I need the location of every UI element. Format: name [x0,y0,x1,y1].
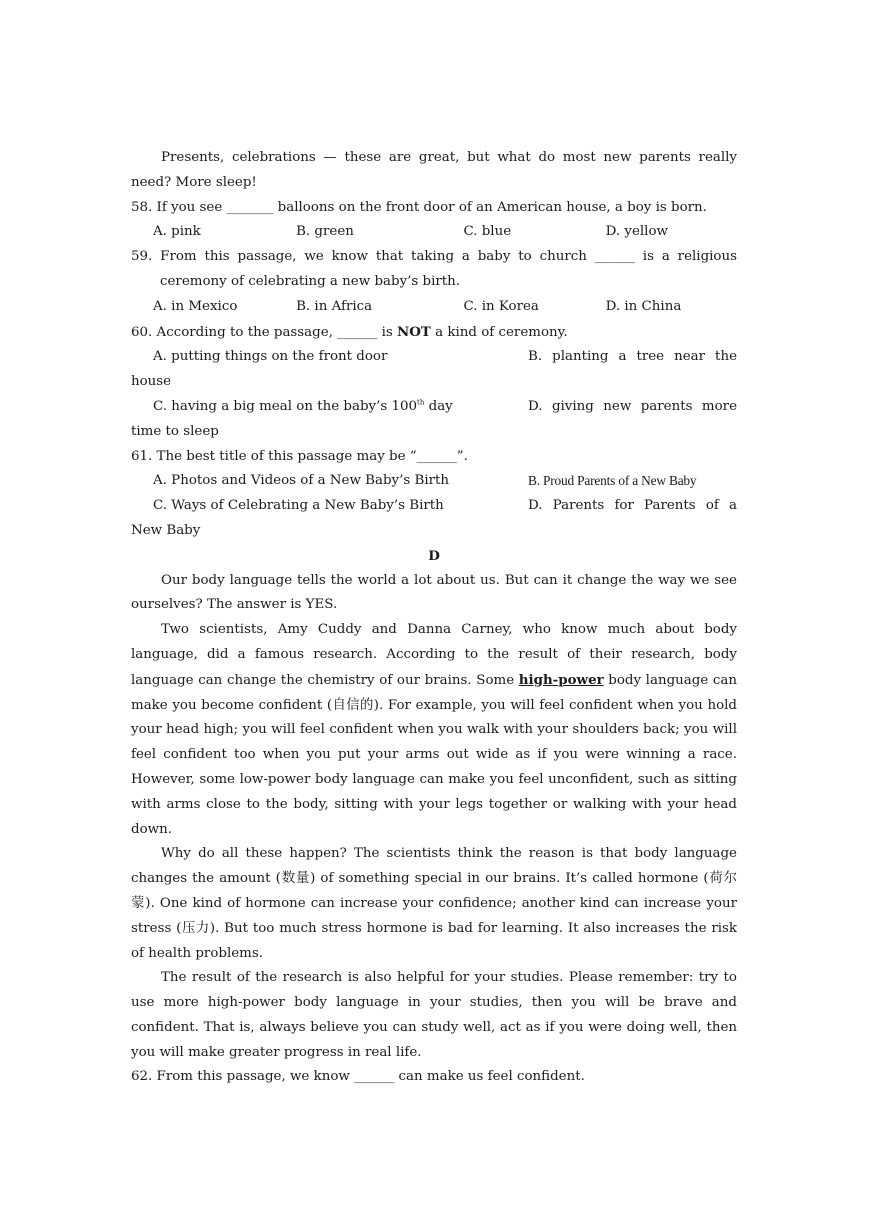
section-d-paragraph-2-pre: Two scientists, Amy Cuddy and Danna Carney, who know much about body language, did a famous research. According to the result of their research, body language can change the chemistry of our brains. Some [131,622,737,688]
question-60-option-b-line1: B. planting a tree near the [528,349,737,365]
section-d-paragraph-2 [131,618,737,842]
question-59-option-d: D. in China [605,298,682,314]
question-60-stem-emphasis: NOT [397,323,431,340]
question-59-stem-line2: ceremony of celebrating a new baby’s birth. [160,273,461,289]
question-60-option-c-post: day [424,398,453,414]
question-60-option-c-pre: C. having a big meal on the baby’s 100 [153,398,418,414]
question-61-option-a: A. Photos and Videos of a New Baby’s Birth [153,473,450,489]
question-60-stem [131,320,737,346]
question-60-stem-pre: 60. According to the passage, ______ is [131,324,398,340]
document-page [131,146,737,1090]
question-58-option-b: B. green [296,224,354,240]
section-d-paragraph-2-post: body language can make you become confident (自信的). For example, you will feel confident when you hold your head high; you will feel confident when you walk with your shoulders back; you will feel confident too when you put your arms out wide as if you were winning a race. However, some low-power body language can make you feel unconfident, such as sitting with arms close to the body, sitting with your legs together or walking with your head down. [131,672,737,837]
question-60-options-ab [131,345,737,370]
question-59-option-a: A. in Mexico [153,298,238,314]
section-heading-d: D [428,547,440,564]
question-60-option-a: A. putting things on the front door [153,349,388,365]
question-58-option-d: D. yellow [605,224,668,240]
question-61-option-d-line1: D. Parents for Parents of a [528,498,737,514]
question-59-option-b: B. in Africa [296,298,373,314]
question-61-option-c: C. Ways of Celebrating a New Baby’s Birth [153,498,444,514]
question-62-stem: 62. From this passage, we know ______ can make us feel confident. [131,1069,585,1085]
question-60-option-c-sup: th [417,398,425,407]
question-60-option-b-line2: house [131,374,172,390]
question-59-option-c: C. in Korea [463,298,539,314]
section-d-paragraph-3: Why do all these happen? The scientists think the reason is that body language changes the amount (数量) of something special in our brains. It’s called hormone (荷尔蒙). One kind of hormone can increase your confidence; another kind can increase your stress (压力). But too much stress hormone is bad for learning. It also increases the risk of health problems. [131,846,737,961]
question-59-options [131,295,737,320]
question-58-options [131,220,737,245]
question-60-option-d-line1: D. giving new parents more [528,398,737,414]
question-61-stem: 61. The best title of this passage may be “______”. [131,448,468,464]
question-60-option-d-line2: time to sleep [131,423,219,439]
question-61-options-ab [131,469,737,494]
intro-paragraph-end-line2: need? More sleep! [131,174,257,190]
section-d-paragraph-1: Our body language tells the world a lot about us. But can it change the way we see ourselves? The answer is YES. [131,572,737,613]
question-60-option-c [153,395,528,420]
question-61-option-d-line2: New Baby [131,522,201,538]
intro-paragraph-end-line1: Presents, celebrations — these are great, but what do most new parents really [161,150,737,165]
question-58-option-c: C. blue [463,224,512,240]
question-60-stem-post: a kind of ceremony. [430,324,568,340]
keyword-high-power: high-power [518,671,604,688]
question-58-option-a: A. pink [153,224,201,240]
question-58-stem: 58. If you see _______ balloons on the front door of an American house, a boy is born. [131,199,707,215]
question-61-options-cd [131,494,737,519]
question-60-options-cd [131,395,737,420]
section-d-paragraph-4: The result of the research is also helpful for your studies. Please remember: try to use more high-power body language in your studies, then you will be brave and confident. That is, always believe you can study well, act as if you were doing well, then you will make greater progress in real life. [131,970,737,1060]
question-61-option-b: B. Proud Parents of a New Baby [528,473,697,489]
question-59-stem-line1: 59. From this passage, we know that taking a baby to church ______ is a religious [131,249,737,265]
